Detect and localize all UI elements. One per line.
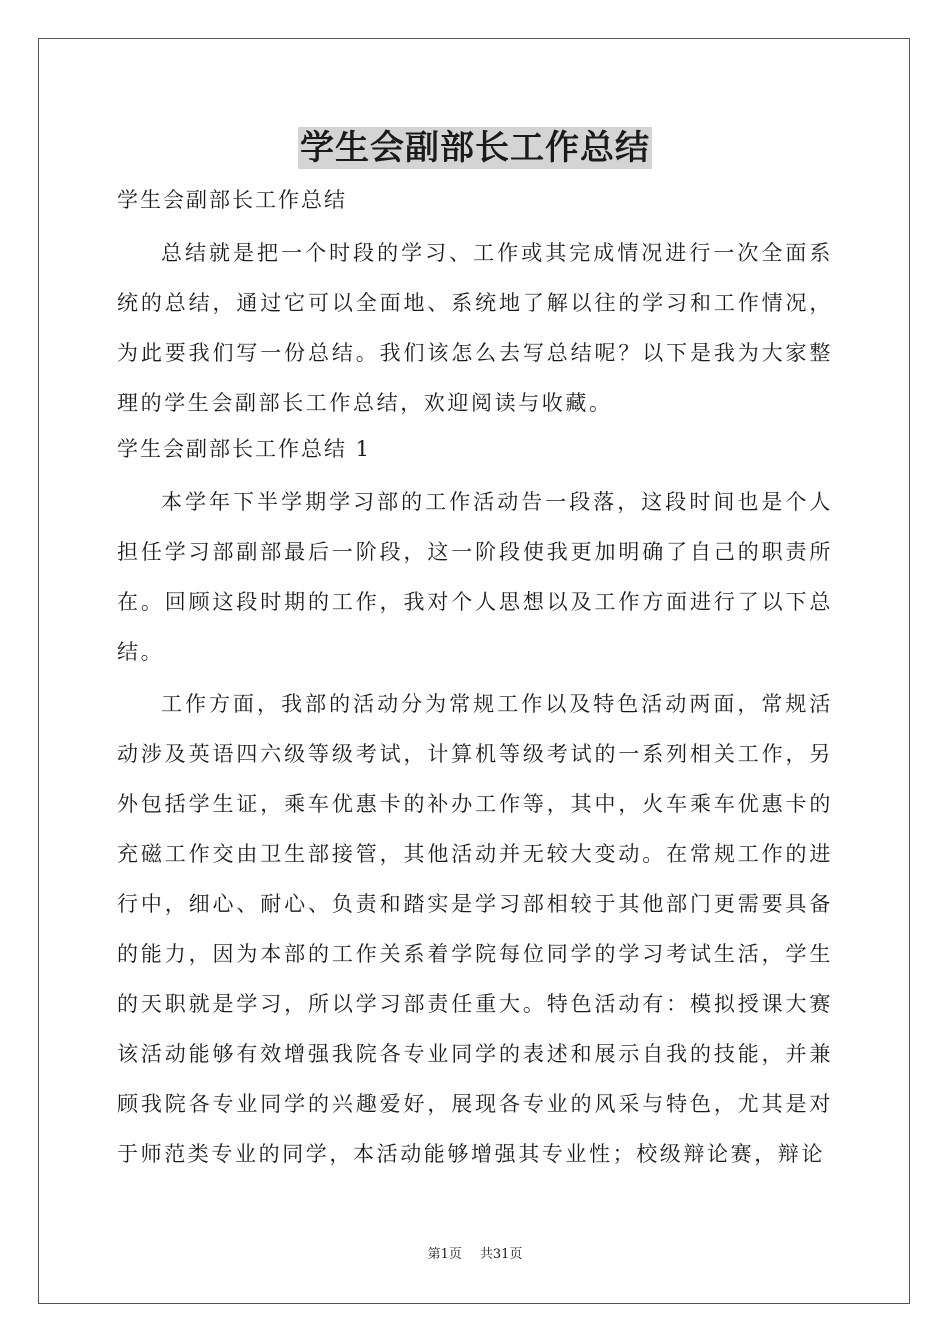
title-container bbox=[0, 127, 950, 169]
intro-paragraph: 总结就是把一个时段的学习、工作或其完成情况进行一次全面系统的总结，通过它可以全面地、系统地了解以往的学习和工作情况，为此要我们写一份总结。我们该怎么去写总结呢？以下是我为大家整理的学生会副部长工作总结，欢迎阅读与收藏。 bbox=[117, 241, 833, 415]
page-total: 共31页 bbox=[479, 1247, 523, 1262]
body-paragraph-2: 工作方面，我部的活动分为常规工作以及特色活动两面，常规活动涉及英语四六级等级考试，计算机等级考试的一系列相关工作，另外包括学生证，乘车优惠卡的补办工作等，其中，火车乘车优惠卡的充磁工作交由卫生部接管，其他活动并无较大变动。在常规工作的进行中，细心、耐心、负责和踏实是学习部相较于其他部门更需要具备的能力，因为本部的工作关系着学院每位同学的学习考试生活，学生的天职就是学习，所以学习部责任重大。特色活动有：模拟授课大赛该活动能够有效增强我院各专业同学的表述和展示自我的技能，并兼顾我院各专业同学的兴趣爱好，展现各专业的风采与特色，尤其是对于师范类专业的同学，本活动能够增强其专业性；校级辩论赛，辩论 bbox=[117, 692, 833, 1166]
document-subtitle: 学生会副部长工作总结 bbox=[117, 188, 347, 212]
document-title: 学生会副部长工作总结 bbox=[300, 128, 650, 168]
body-paragraph-1: 本学年下半学期学习部的工作活动告一段落，这段时间也是个人担任学习部副部最后一阶段，这一阶段使我更加明确了自己的职责所在。回顾这段时期的工作，我对个人思想以及工作方面进行了以下总结。 bbox=[117, 490, 833, 664]
section-heading: 学生会副部长工作总结 1 bbox=[117, 437, 372, 461]
page-number: 第1页 bbox=[427, 1247, 462, 1262]
page-footer bbox=[0, 1246, 950, 1264]
